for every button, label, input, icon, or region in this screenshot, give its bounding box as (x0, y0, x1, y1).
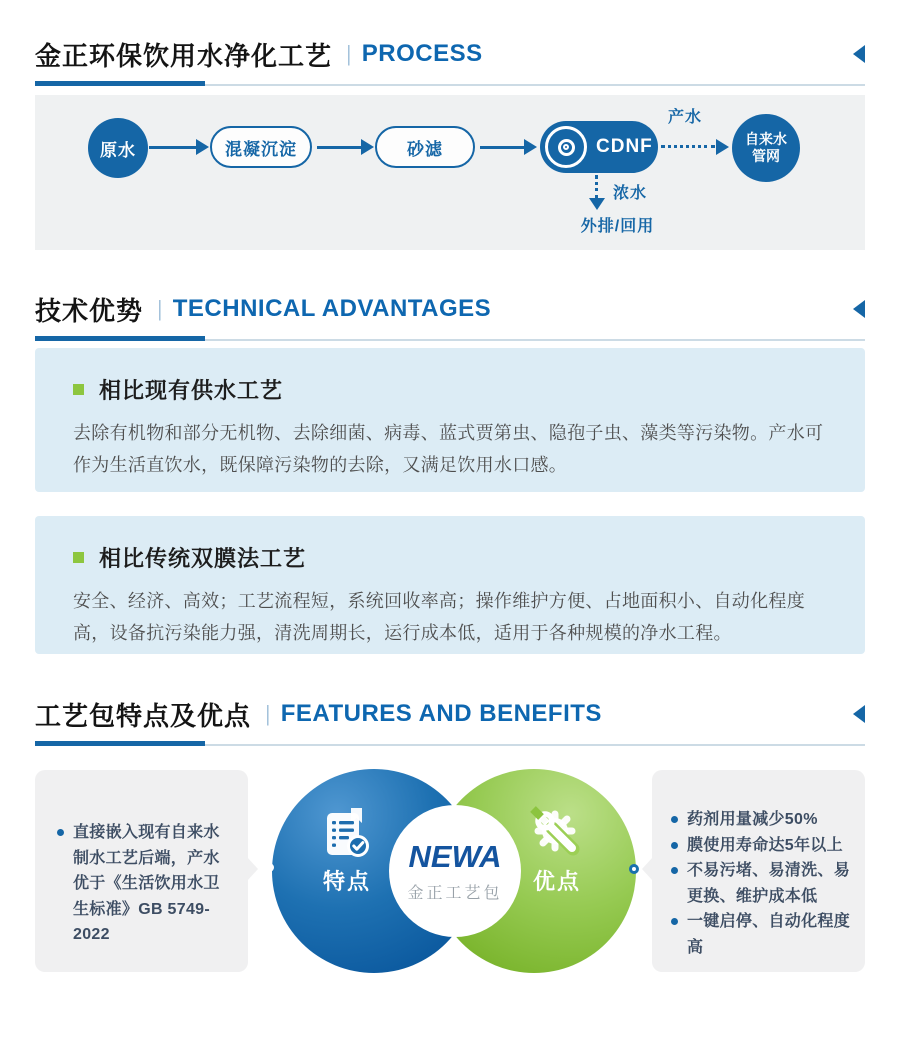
dotted-down-arrow-icon (595, 175, 598, 199)
list-item-text: 药剂用量减少50% (687, 811, 818, 828)
advantage-heading: 相比传统双膜法工艺 (99, 546, 307, 571)
venn-label-benefits: 优点 (532, 869, 581, 894)
process-node-tap-network (732, 114, 800, 182)
connector-dot-left-icon (265, 863, 274, 872)
product-water-label: 产水 (668, 109, 703, 126)
advantage-heading: 相比现有供水工艺 (99, 378, 284, 403)
advantage-body: 安全、经济、高效；工艺流程短，系统回收率高；操作维护方便、占地面积小、自动化程度高，设备抗污染能力强，清洗周期长，运行成本低，适用于各种规模的净水工程。 (73, 591, 805, 644)
section-header-row (35, 291, 865, 327)
list-item (671, 833, 855, 859)
bullet-dot-icon (671, 842, 678, 849)
list-item (671, 858, 855, 909)
section-header-features-benefits (35, 696, 865, 746)
section-underline (35, 81, 865, 86)
list-item-text: 直接嵌入现有自来水制水工艺后端，产水优于《生活饮用水卫生标准》GB 5749-2022 (73, 824, 220, 944)
membrane-icon-ring (558, 139, 575, 156)
section-header-process (35, 36, 865, 86)
node-label: 原水 (100, 140, 136, 160)
venn-benefits-group (505, 806, 609, 896)
advantage-heading-row (59, 542, 837, 573)
left-triangle-icon (853, 300, 865, 318)
advantage-card-supply (35, 348, 865, 492)
node-label: 混凝沉淀 (225, 139, 297, 159)
venn-center-badge (389, 805, 521, 937)
process-node-coagulation (210, 126, 312, 168)
bullet-dot-icon (671, 816, 678, 823)
section-header-row (35, 696, 865, 732)
connector-dot-right-icon (629, 864, 639, 874)
process-diagram-panel (35, 95, 865, 250)
document-check-icon (320, 806, 374, 860)
flow-arrow-icon (480, 146, 524, 149)
dotted-arrow-icon (661, 145, 715, 148)
features-left-list (35, 770, 248, 948)
process-node-cdnf (540, 121, 658, 173)
venn-features-group (295, 806, 399, 896)
advantage-card-dual-membrane (35, 516, 865, 654)
section-title-en: TECHNICAL ADVANTAGES (172, 295, 492, 322)
bullet-dot-icon (57, 829, 64, 836)
list-item-text: 膜使用寿命达5年以上 (687, 836, 843, 854)
node-label: 砂滤 (407, 139, 443, 159)
venn-label-features: 特点 (322, 869, 371, 894)
benefits-card-right (652, 770, 865, 972)
gear-wrench-icon (530, 806, 584, 860)
title-separator: | (347, 41, 351, 66)
section-title-zh: 工艺包特点及优点 (35, 700, 252, 731)
list-item (671, 807, 855, 833)
list-item (671, 909, 855, 960)
section-title-zh: 技术优势 (35, 295, 144, 326)
bullet-dot-icon (671, 918, 678, 925)
flow-arrow-icon (149, 146, 196, 149)
section-underline (35, 741, 865, 746)
title-separator: | (266, 701, 270, 726)
node-label: 自来水管网 (745, 130, 787, 164)
concentrate-label: 浓水 (613, 185, 648, 202)
list-item-text: 一键启停、自动化程度高 (687, 913, 851, 956)
left-triangle-icon (853, 705, 865, 723)
list-item (57, 820, 235, 948)
section-header-row (35, 36, 865, 72)
advantage-heading-row (59, 374, 837, 405)
bullet-dot-icon (671, 867, 678, 874)
node-label: CDNF (596, 136, 653, 157)
title-separator: | (158, 296, 162, 321)
left-triangle-icon (853, 45, 865, 63)
section-title-en: FEATURES AND BENEFITS (280, 700, 602, 727)
benefits-right-list (652, 770, 865, 961)
discharge-label: 外排/回用 (580, 218, 655, 235)
membrane-icon-core (563, 144, 569, 150)
green-square-bullet-icon (73, 552, 84, 563)
section-title-en: PROCESS (361, 40, 483, 67)
brand-logo-text: NEWA (408, 839, 502, 874)
list-item-text: 不易污堵、易清洗、易更换、维护成本低 (687, 862, 851, 905)
green-square-bullet-icon (73, 384, 84, 395)
process-node-raw-water (88, 118, 148, 178)
advantage-body: 去除有机物和部分无机物、去除细菌、病毒、蓝式贾第虫、隐孢子虫、藻类等污染物。产水可作为生活直饮水，既保障污染物的去除，又满足饮用水口感。 (73, 423, 824, 476)
section-underline (35, 336, 865, 341)
section-title-zh: 金正环保饮用水净化工艺 (35, 40, 333, 71)
process-node-sand-filter (375, 126, 475, 168)
membrane-icon (545, 126, 587, 168)
features-card-left (35, 770, 248, 972)
flow-arrow-icon (317, 146, 361, 149)
section-header-technical-advantages (35, 291, 865, 341)
brand-subtitle: 金正工艺包 (407, 885, 503, 902)
